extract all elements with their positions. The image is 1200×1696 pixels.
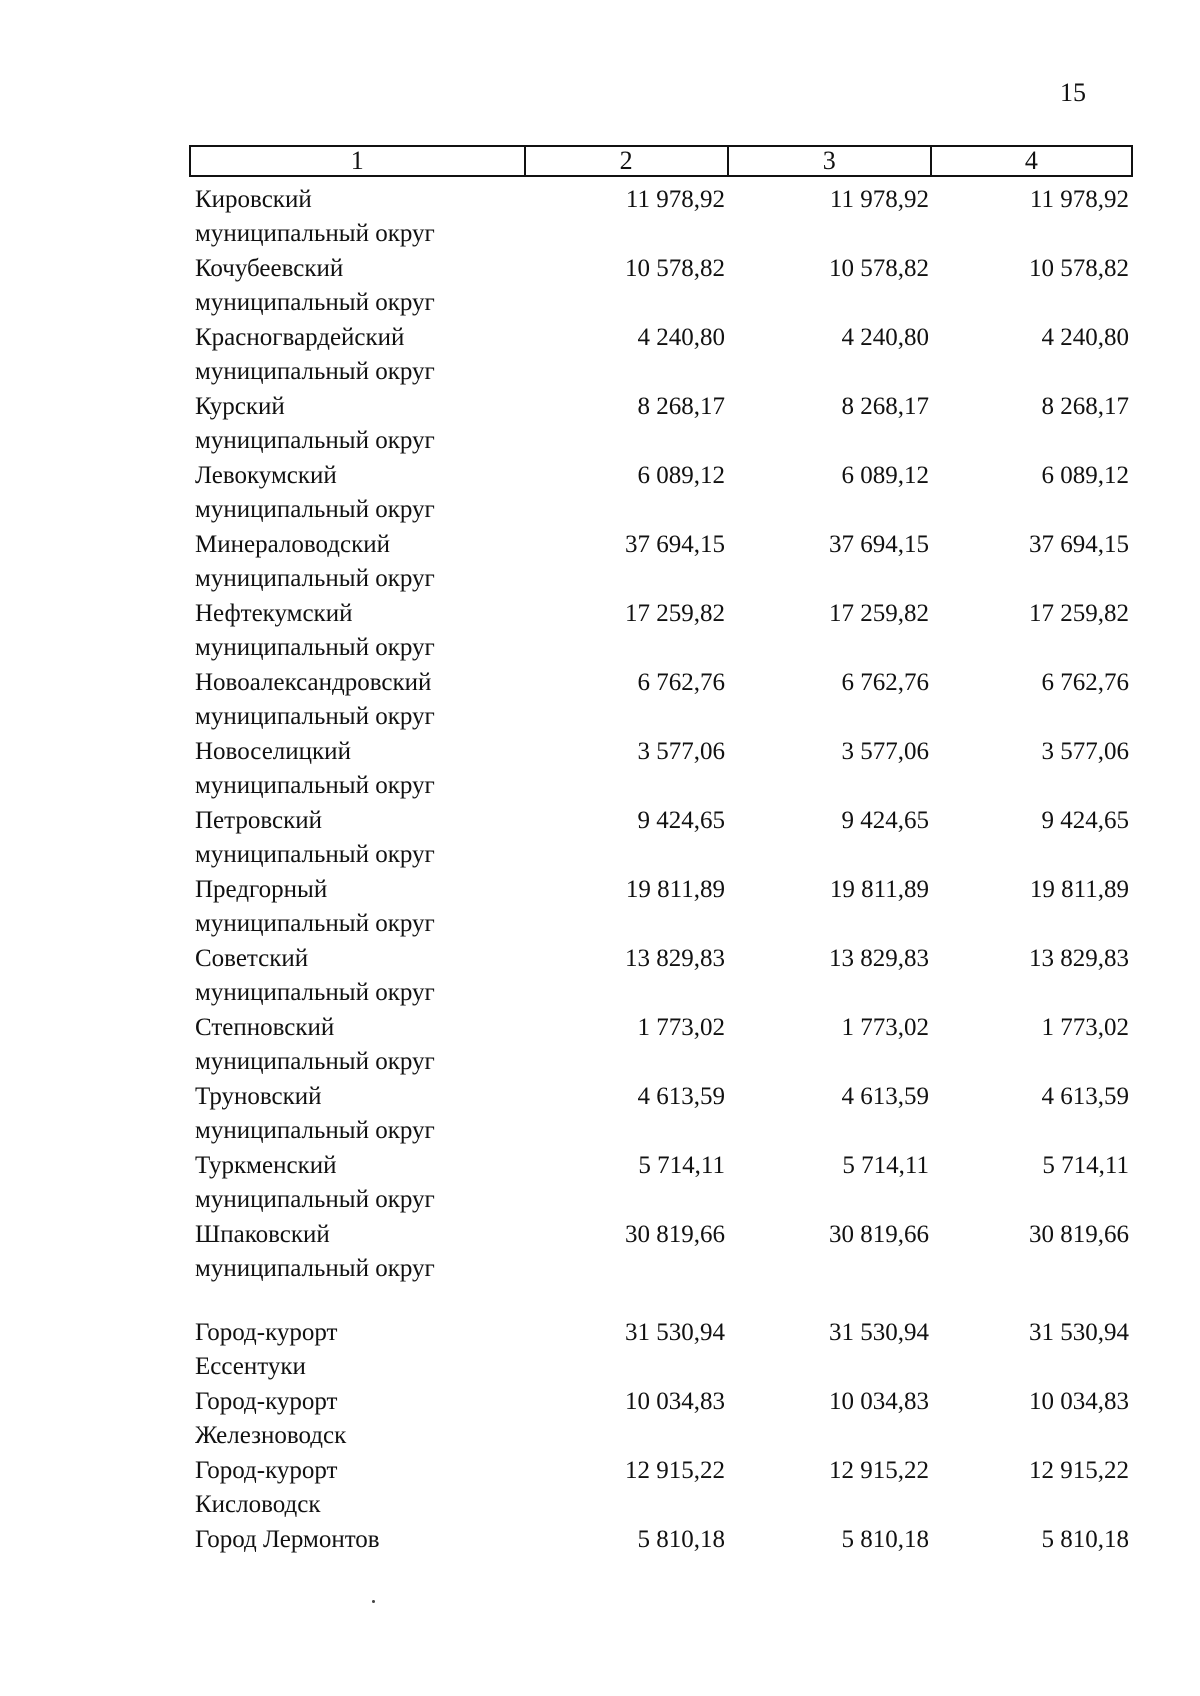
table-row [189, 735, 1133, 804]
value-col-2: 3 577,06 [637, 738, 725, 765]
name-line-2: муниципальный округ [195, 427, 435, 454]
value-col-3: 5 810,18 [841, 1526, 929, 1553]
table-header [189, 145, 1133, 177]
table-row [189, 1218, 1133, 1287]
table-row [189, 666, 1133, 735]
table-row [189, 1011, 1133, 1080]
name-line-2: муниципальный округ [195, 1186, 435, 1213]
table-row [189, 390, 1133, 459]
table-row [189, 321, 1133, 390]
name-line-2: муниципальный округ [195, 979, 435, 1006]
value-col-2: 1 773,02 [637, 1014, 725, 1041]
value-col-4: 3 577,06 [1041, 738, 1129, 765]
value-col-2: 6 089,12 [637, 462, 725, 489]
table-row [189, 252, 1133, 321]
column-header-4: 4 [1024, 146, 1038, 175]
name-line-1: Город-курорт [195, 1457, 338, 1484]
name-line-1: Новоалександровский [195, 669, 432, 696]
value-col-2: 5 810,18 [637, 1526, 725, 1553]
name-line-2: муниципальный округ [195, 289, 435, 316]
name-line-2: муниципальный округ [195, 220, 435, 247]
column-header-3: 3 [729, 147, 932, 175]
value-col-2: 10 578,82 [625, 255, 725, 282]
value-col-2: 30 819,66 [625, 1221, 725, 1248]
name-line-2: муниципальный округ [195, 634, 435, 661]
municipality-name [195, 1011, 515, 1079]
value-col-4: 30 819,66 [1029, 1221, 1129, 1248]
value-col-2: 9 424,65 [637, 807, 725, 834]
value-col-2: 11 978,92 [625, 186, 725, 213]
name-line-1: Нефтекумский [195, 600, 353, 627]
name-line-2: Кисловодск [195, 1491, 321, 1518]
value-col-2: 4 613,59 [637, 1083, 725, 1110]
value-col-3: 1 773,02 [841, 1014, 929, 1041]
municipality-name [195, 873, 515, 941]
value-col-3: 30 819,66 [829, 1221, 929, 1248]
column-header-2: 2 [526, 147, 729, 175]
name-line-1: Город-курорт [195, 1319, 338, 1346]
column-header-1: 1 [191, 147, 526, 175]
value-col-4: 4 240,80 [1041, 324, 1129, 351]
municipality-name [195, 1149, 515, 1217]
value-col-3: 10 578,82 [829, 255, 929, 282]
value-col-2: 8 268,17 [637, 393, 725, 420]
table-row [189, 1149, 1133, 1218]
value-col-4: 31 530,94 [1029, 1319, 1129, 1346]
value-col-2: 4 240,80 [637, 324, 725, 351]
value-col-4: 11 978,92 [1029, 186, 1129, 213]
table-row [189, 597, 1133, 666]
name-line-1: Туркменский [195, 1152, 337, 1179]
name-line-1: Шпаковский [195, 1221, 330, 1248]
value-col-2: 12 915,22 [625, 1457, 725, 1484]
value-col-4: 6 089,12 [1041, 462, 1129, 489]
table-body [189, 183, 1133, 1592]
value-col-3: 11 978,92 [829, 186, 929, 213]
value-col-4: 12 915,22 [1029, 1457, 1129, 1484]
name-line-1: Труновский [195, 1083, 322, 1110]
value-col-4: 8 268,17 [1041, 393, 1129, 420]
value-col-2: 31 530,94 [625, 1319, 725, 1346]
table-row [189, 1385, 1133, 1454]
name-line-2: муниципальный округ [195, 1048, 435, 1075]
name-line-1: Предгорный [195, 876, 328, 903]
municipality-name [195, 597, 515, 665]
name-line-2: муниципальный округ [195, 496, 435, 523]
value-col-4: 9 424,65 [1041, 807, 1129, 834]
value-col-4: 4 613,59 [1041, 1083, 1129, 1110]
value-col-3: 4 240,80 [841, 324, 929, 351]
value-col-4: 5 714,11 [1042, 1152, 1129, 1179]
municipality-name [195, 528, 515, 596]
table-row [189, 459, 1133, 528]
municipality-name [195, 252, 515, 320]
value-col-3: 13 829,83 [829, 945, 929, 972]
name-line-2: муниципальный округ [195, 565, 435, 592]
name-line-1: Город-курорт [195, 1388, 338, 1415]
name-line-2: муниципальный округ [195, 1117, 435, 1144]
table-row [189, 1316, 1133, 1385]
name-line-1: Кочубеевский [195, 255, 344, 282]
value-col-4: 1 773,02 [1041, 1014, 1129, 1041]
municipality-name [195, 735, 515, 803]
value-col-3: 10 034,83 [829, 1388, 929, 1415]
table-row [189, 873, 1133, 942]
page-number: 15 [1060, 78, 1086, 107]
name-line-1: Минераловодский [195, 531, 391, 558]
value-col-3: 4 613,59 [841, 1083, 929, 1110]
table-row [189, 528, 1133, 597]
value-col-3: 5 714,11 [842, 1152, 929, 1179]
table-row [189, 183, 1133, 252]
municipality-name [195, 1080, 515, 1148]
value-col-3: 12 915,22 [829, 1457, 929, 1484]
name-line-1: Левокумский [195, 462, 337, 489]
value-col-3: 8 268,17 [841, 393, 929, 420]
value-col-2: 37 694,15 [625, 531, 725, 558]
name-line-1: Красногвардейский [195, 324, 405, 351]
municipality-name [195, 321, 515, 389]
table-row [189, 1454, 1133, 1523]
value-col-4: 19 811,89 [1029, 876, 1129, 903]
name-line-1: Курский [195, 393, 285, 420]
municipality-name [195, 183, 515, 251]
table-row [189, 1080, 1133, 1149]
value-col-4: 10 578,82 [1029, 255, 1129, 282]
name-line-2: муниципальный округ [195, 910, 435, 937]
name-line-2: муниципальный округ [195, 1255, 435, 1282]
value-col-4: 6 762,76 [1041, 669, 1129, 696]
value-col-2: 19 811,89 [625, 876, 725, 903]
name-line-1: Город Лермонтов [195, 1526, 380, 1553]
scan-speck [372, 1600, 375, 1603]
name-line-1: Новоселицкий [195, 738, 351, 765]
municipality-name [195, 1218, 515, 1286]
value-col-3: 9 424,65 [841, 807, 929, 834]
name-line-2: муниципальный округ [195, 703, 435, 730]
value-col-3: 19 811,89 [829, 876, 929, 903]
value-col-2: 10 034,83 [625, 1388, 725, 1415]
value-col-3: 6 762,76 [841, 669, 929, 696]
value-col-2: 13 829,83 [625, 945, 725, 972]
name-line-2: муниципальный округ [195, 772, 435, 799]
municipality-name [195, 1316, 515, 1384]
value-col-3: 37 694,15 [829, 531, 929, 558]
municipality-name [195, 666, 515, 734]
name-line-2: муниципальный округ [195, 841, 435, 868]
value-col-2: 17 259,82 [625, 600, 725, 627]
table-row [189, 942, 1133, 1011]
municipality-name [195, 390, 515, 458]
table-row [189, 804, 1133, 873]
name-line-1: Степновский [195, 1014, 335, 1041]
name-line-1: Кировский [195, 186, 312, 213]
value-col-3: 3 577,06 [841, 738, 929, 765]
value-col-2: 5 714,11 [638, 1152, 725, 1179]
value-col-4: 10 034,83 [1029, 1388, 1129, 1415]
value-col-3: 17 259,82 [829, 600, 929, 627]
table-row [189, 1523, 1133, 1592]
municipality-name [195, 459, 515, 527]
name-line-2: Ессентуки [195, 1353, 306, 1380]
name-line-1: Советский [195, 945, 309, 972]
municipality-name [195, 1385, 515, 1453]
value-col-4: 17 259,82 [1029, 600, 1129, 627]
municipality-name [195, 942, 515, 1010]
value-col-4: 5 810,18 [1041, 1526, 1129, 1553]
value-col-4: 37 694,15 [1029, 531, 1129, 558]
value-col-3: 6 089,12 [841, 462, 929, 489]
name-line-2: муниципальный округ [195, 358, 435, 385]
value-col-2: 6 762,76 [637, 669, 725, 696]
municipality-name [195, 804, 515, 872]
name-line-2: Железноводск [195, 1422, 347, 1449]
municipality-name [195, 1454, 515, 1522]
value-col-4: 13 829,83 [1029, 945, 1129, 972]
value-col-3: 31 530,94 [829, 1319, 929, 1346]
municipality-name [195, 1523, 515, 1557]
name-line-1: Петровский [195, 807, 323, 834]
